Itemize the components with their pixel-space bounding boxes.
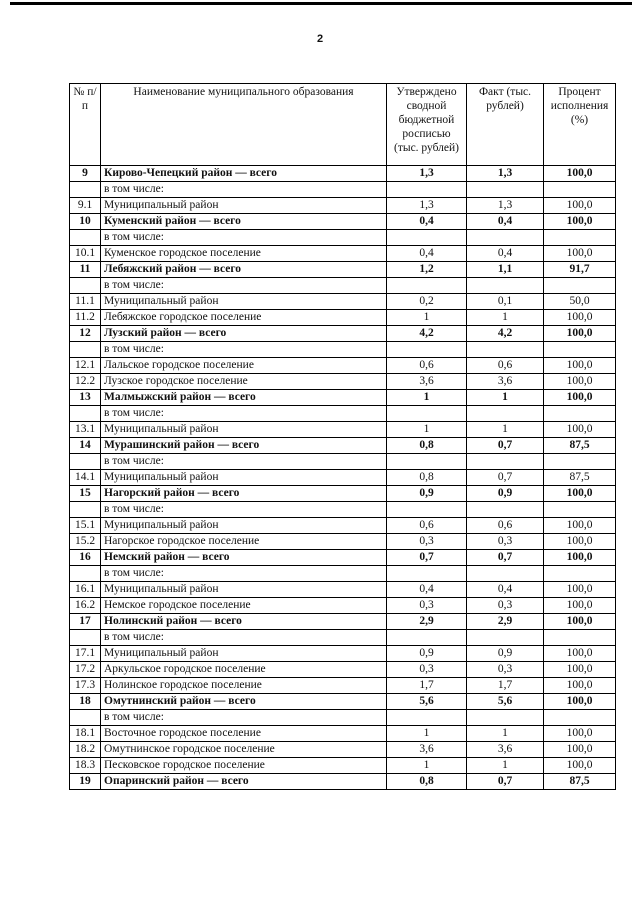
row-approved-cell: 3,6 — [387, 374, 467, 390]
row-percent-cell: 50,0 — [544, 294, 616, 310]
row-approved-cell: 0,9 — [387, 646, 467, 662]
row-percent-cell: 100,0 — [544, 614, 616, 630]
row-name-cell: Муниципальный район — [101, 198, 387, 214]
header-name: Наименование муниципального образования — [101, 84, 387, 166]
row-fact-cell: 1,7 — [467, 678, 544, 694]
row-approved-cell: 1 — [387, 726, 467, 742]
row-approved-cell: 1 — [387, 422, 467, 438]
row-percent-cell: 100,0 — [544, 246, 616, 262]
row-name-cell: Муниципальный район — [101, 294, 387, 310]
row-number-cell: 16.1 — [70, 582, 101, 598]
row-name-cell: Лузское городское поселение — [101, 374, 387, 390]
row-fact-cell: 0,4 — [467, 246, 544, 262]
row-name-cell: Песковское городское поселение — [101, 758, 387, 774]
row-approved-cell: 0,4 — [387, 246, 467, 262]
row-fact-cell: 0,9 — [467, 486, 544, 502]
row-percent-cell: 91,7 — [544, 262, 616, 278]
row-number-cell: 11.1 — [70, 294, 101, 310]
row-approved-cell: 1 — [387, 310, 467, 326]
row-fact-cell: 0,4 — [467, 582, 544, 598]
row-name-cell: Муниципальный район — [101, 518, 387, 534]
row-fact-cell: 0,9 — [467, 646, 544, 662]
row-number-cell: 15 — [70, 486, 101, 502]
row-number-cell: 19 — [70, 774, 101, 790]
row-percent-cell: 100,0 — [544, 662, 616, 678]
row-name-cell: Нагорский район — всего — [101, 486, 387, 502]
table-row — [70, 326, 616, 342]
row-approved-cell — [387, 182, 467, 198]
row-approved-cell: 0,9 — [387, 486, 467, 502]
row-approved-cell: 1,3 — [387, 198, 467, 214]
table-body — [70, 166, 616, 790]
table-row — [70, 406, 616, 422]
row-fact-cell: 1 — [467, 310, 544, 326]
row-approved-cell: 0,3 — [387, 662, 467, 678]
row-fact-cell: 0,3 — [467, 662, 544, 678]
row-approved-cell: 1,2 — [387, 262, 467, 278]
row-approved-cell: 0,2 — [387, 294, 467, 310]
row-name-cell: Мурашинский район — всего — [101, 438, 387, 454]
row-approved-cell — [387, 406, 467, 422]
row-approved-cell: 1 — [387, 758, 467, 774]
row-approved-cell: 0,4 — [387, 582, 467, 598]
table-row — [70, 198, 616, 214]
row-percent-cell — [544, 454, 616, 470]
row-percent-cell — [544, 566, 616, 582]
row-fact-cell: 1,3 — [467, 166, 544, 182]
table-row — [70, 166, 616, 182]
row-fact-cell: 0,1 — [467, 294, 544, 310]
row-percent-cell: 100,0 — [544, 374, 616, 390]
row-fact-cell: 0,6 — [467, 518, 544, 534]
row-approved-cell: 4,2 — [387, 326, 467, 342]
row-number-cell: 16.2 — [70, 598, 101, 614]
row-fact-cell: 0,7 — [467, 550, 544, 566]
table-row — [70, 550, 616, 566]
table-row — [70, 758, 616, 774]
row-percent-cell: 100,0 — [544, 550, 616, 566]
row-number-cell: 12.1 — [70, 358, 101, 374]
header-number: № п/п — [70, 84, 101, 166]
row-name-cell: Омутнинское городское поселение — [101, 742, 387, 758]
row-name-cell: в том числе: — [101, 182, 387, 198]
row-fact-cell: 1,3 — [467, 198, 544, 214]
row-percent-cell: 100,0 — [544, 422, 616, 438]
row-name-cell: Муниципальный район — [101, 422, 387, 438]
table-row — [70, 374, 616, 390]
table-row — [70, 678, 616, 694]
table-row — [70, 710, 616, 726]
row-percent-cell: 100,0 — [544, 166, 616, 182]
table-row — [70, 246, 616, 262]
row-name-cell: в том числе: — [101, 342, 387, 358]
row-number-cell — [70, 182, 101, 198]
row-fact-cell: 4,2 — [467, 326, 544, 342]
table-row — [70, 310, 616, 326]
row-name-cell: Лузский район — всего — [101, 326, 387, 342]
row-number-cell: 11 — [70, 262, 101, 278]
row-percent-cell — [544, 502, 616, 518]
row-fact-cell: 2,9 — [467, 614, 544, 630]
table-row — [70, 774, 616, 790]
row-approved-cell: 0,3 — [387, 534, 467, 550]
row-fact-cell — [467, 710, 544, 726]
table-row — [70, 230, 616, 246]
table-row — [70, 502, 616, 518]
table-row — [70, 294, 616, 310]
table-row — [70, 742, 616, 758]
row-number-cell: 15.1 — [70, 518, 101, 534]
table-row — [70, 182, 616, 198]
row-fact-cell: 0,7 — [467, 438, 544, 454]
row-name-cell: Муниципальный район — [101, 646, 387, 662]
table-row — [70, 214, 616, 230]
row-approved-cell: 0,7 — [387, 550, 467, 566]
table-row — [70, 486, 616, 502]
row-approved-cell — [387, 502, 467, 518]
row-fact-cell — [467, 182, 544, 198]
table-row — [70, 662, 616, 678]
row-fact-cell — [467, 406, 544, 422]
row-number-cell: 14.1 — [70, 470, 101, 486]
row-fact-cell — [467, 342, 544, 358]
row-number-cell: 13 — [70, 390, 101, 406]
row-percent-cell — [544, 710, 616, 726]
table-row — [70, 358, 616, 374]
row-name-cell: в том числе: — [101, 502, 387, 518]
budget-table — [69, 83, 616, 790]
row-number-cell — [70, 406, 101, 422]
row-name-cell: Нолинский район — всего — [101, 614, 387, 630]
row-approved-cell: 0,8 — [387, 438, 467, 454]
row-number-cell — [70, 342, 101, 358]
row-percent-cell: 100,0 — [544, 310, 616, 326]
header-percent: Процент исполнения (%) — [544, 84, 616, 166]
row-name-cell: Муниципальный район — [101, 470, 387, 486]
row-percent-cell: 87,5 — [544, 470, 616, 486]
row-percent-cell: 100,0 — [544, 726, 616, 742]
row-number-cell: 11.2 — [70, 310, 101, 326]
row-approved-cell: 2,9 — [387, 614, 467, 630]
row-fact-cell: 0,4 — [467, 214, 544, 230]
row-percent-cell: 100,0 — [544, 518, 616, 534]
row-name-cell: Немское городское поселение — [101, 598, 387, 614]
table-row — [70, 630, 616, 646]
row-fact-cell — [467, 566, 544, 582]
row-percent-cell: 100,0 — [544, 646, 616, 662]
row-name-cell: в том числе: — [101, 454, 387, 470]
row-percent-cell — [544, 230, 616, 246]
row-percent-cell — [544, 182, 616, 198]
row-number-cell: 12 — [70, 326, 101, 342]
table-row — [70, 614, 616, 630]
row-percent-cell: 100,0 — [544, 742, 616, 758]
row-percent-cell: 100,0 — [544, 486, 616, 502]
row-fact-cell: 1,1 — [467, 262, 544, 278]
row-number-cell: 14 — [70, 438, 101, 454]
row-fact-cell: 1 — [467, 422, 544, 438]
row-name-cell: в том числе: — [101, 278, 387, 294]
row-percent-cell — [544, 278, 616, 294]
row-approved-cell: 0,3 — [387, 598, 467, 614]
row-number-cell: 17.3 — [70, 678, 101, 694]
table-row — [70, 582, 616, 598]
row-fact-cell: 1 — [467, 726, 544, 742]
row-approved-cell: 1,3 — [387, 166, 467, 182]
row-fact-cell — [467, 278, 544, 294]
row-name-cell: Омутнинский район — всего — [101, 694, 387, 710]
table-row — [70, 518, 616, 534]
row-number-cell — [70, 230, 101, 246]
row-percent-cell — [544, 342, 616, 358]
row-approved-cell: 0,6 — [387, 358, 467, 374]
row-percent-cell: 100,0 — [544, 758, 616, 774]
row-name-cell: в том числе: — [101, 710, 387, 726]
row-name-cell: Малмыжский район — всего — [101, 390, 387, 406]
row-fact-cell — [467, 230, 544, 246]
row-name-cell: в том числе: — [101, 230, 387, 246]
row-number-cell: 17.2 — [70, 662, 101, 678]
row-percent-cell: 100,0 — [544, 358, 616, 374]
row-approved-cell: 0,8 — [387, 774, 467, 790]
table-row — [70, 342, 616, 358]
row-name-cell: Нолинское городское поселение — [101, 678, 387, 694]
row-approved-cell — [387, 278, 467, 294]
row-number-cell — [70, 710, 101, 726]
row-fact-cell: 3,6 — [467, 742, 544, 758]
table-row — [70, 454, 616, 470]
table-row — [70, 438, 616, 454]
page-number: 2 — [316, 33, 324, 45]
row-approved-cell — [387, 710, 467, 726]
row-number-cell: 12.2 — [70, 374, 101, 390]
row-number-cell: 16 — [70, 550, 101, 566]
table-row — [70, 726, 616, 742]
top-rule — [10, 2, 632, 5]
row-percent-cell — [544, 630, 616, 646]
row-name-cell: Лальское городское поселение — [101, 358, 387, 374]
row-approved-cell: 1,7 — [387, 678, 467, 694]
row-fact-cell: 0,6 — [467, 358, 544, 374]
row-name-cell: Восточное городское поселение — [101, 726, 387, 742]
row-name-cell: Куменский район — всего — [101, 214, 387, 230]
row-percent-cell — [544, 406, 616, 422]
row-fact-cell: 0,3 — [467, 598, 544, 614]
row-name-cell: Куменское городское поселение — [101, 246, 387, 262]
row-name-cell: в том числе: — [101, 566, 387, 582]
row-number-cell: 9.1 — [70, 198, 101, 214]
row-number-cell: 15.2 — [70, 534, 101, 550]
row-approved-cell: 1 — [387, 390, 467, 406]
row-fact-cell — [467, 454, 544, 470]
table-row — [70, 646, 616, 662]
row-approved-cell — [387, 454, 467, 470]
row-number-cell: 17.1 — [70, 646, 101, 662]
row-name-cell: Нагорское городское поселение — [101, 534, 387, 550]
row-fact-cell — [467, 630, 544, 646]
row-name-cell: Лебяжское городское поселение — [101, 310, 387, 326]
row-approved-cell: 0,6 — [387, 518, 467, 534]
row-approved-cell — [387, 230, 467, 246]
row-percent-cell: 87,5 — [544, 774, 616, 790]
row-approved-cell: 0,8 — [387, 470, 467, 486]
row-percent-cell: 100,0 — [544, 598, 616, 614]
row-approved-cell: 0,4 — [387, 214, 467, 230]
row-number-cell: 18.2 — [70, 742, 101, 758]
table-row — [70, 694, 616, 710]
row-name-cell: Кирово-Чепецкий район — всего — [101, 166, 387, 182]
row-percent-cell: 100,0 — [544, 326, 616, 342]
row-number-cell: 17 — [70, 614, 101, 630]
row-name-cell: Муниципальный район — [101, 582, 387, 598]
row-fact-cell: 0,7 — [467, 470, 544, 486]
row-number-cell — [70, 566, 101, 582]
row-name-cell: Лебяжский район — всего — [101, 262, 387, 278]
table-row — [70, 390, 616, 406]
row-percent-cell: 100,0 — [544, 582, 616, 598]
table-row — [70, 598, 616, 614]
table-row — [70, 534, 616, 550]
row-number-cell: 18.3 — [70, 758, 101, 774]
row-number-cell: 10.1 — [70, 246, 101, 262]
row-fact-cell: 0,3 — [467, 534, 544, 550]
row-fact-cell — [467, 502, 544, 518]
table-row — [70, 278, 616, 294]
row-approved-cell — [387, 630, 467, 646]
row-number-cell: 10 — [70, 214, 101, 230]
header-fact: Факт (тыс. рублей) — [467, 84, 544, 166]
row-number-cell — [70, 278, 101, 294]
header-approved: Утверждено сводной бюджетной росписью (тыс. рублей) — [387, 84, 467, 166]
row-name-cell: в том числе: — [101, 406, 387, 422]
row-approved-cell — [387, 342, 467, 358]
row-fact-cell: 1 — [467, 390, 544, 406]
row-approved-cell — [387, 566, 467, 582]
row-number-cell: 13.1 — [70, 422, 101, 438]
row-number-cell: 18 — [70, 694, 101, 710]
table-row — [70, 422, 616, 438]
row-percent-cell: 100,0 — [544, 390, 616, 406]
row-number-cell — [70, 630, 101, 646]
row-percent-cell: 100,0 — [544, 694, 616, 710]
row-name-cell: Немский район — всего — [101, 550, 387, 566]
table-row — [70, 470, 616, 486]
row-number-cell — [70, 502, 101, 518]
row-fact-cell: 0,7 — [467, 774, 544, 790]
row-name-cell: Опаринский район — всего — [101, 774, 387, 790]
row-approved-cell: 3,6 — [387, 742, 467, 758]
row-fact-cell: 3,6 — [467, 374, 544, 390]
row-percent-cell: 100,0 — [544, 198, 616, 214]
row-name-cell: в том числе: — [101, 630, 387, 646]
row-name-cell: Аркульское городское поселение — [101, 662, 387, 678]
row-approved-cell: 5,6 — [387, 694, 467, 710]
row-fact-cell: 1 — [467, 758, 544, 774]
row-number-cell: 9 — [70, 166, 101, 182]
row-number-cell: 18.1 — [70, 726, 101, 742]
row-fact-cell: 5,6 — [467, 694, 544, 710]
table-row — [70, 566, 616, 582]
row-percent-cell: 87,5 — [544, 438, 616, 454]
row-percent-cell: 100,0 — [544, 678, 616, 694]
row-percent-cell: 100,0 — [544, 214, 616, 230]
row-percent-cell: 100,0 — [544, 534, 616, 550]
row-number-cell — [70, 454, 101, 470]
table-row — [70, 262, 616, 278]
